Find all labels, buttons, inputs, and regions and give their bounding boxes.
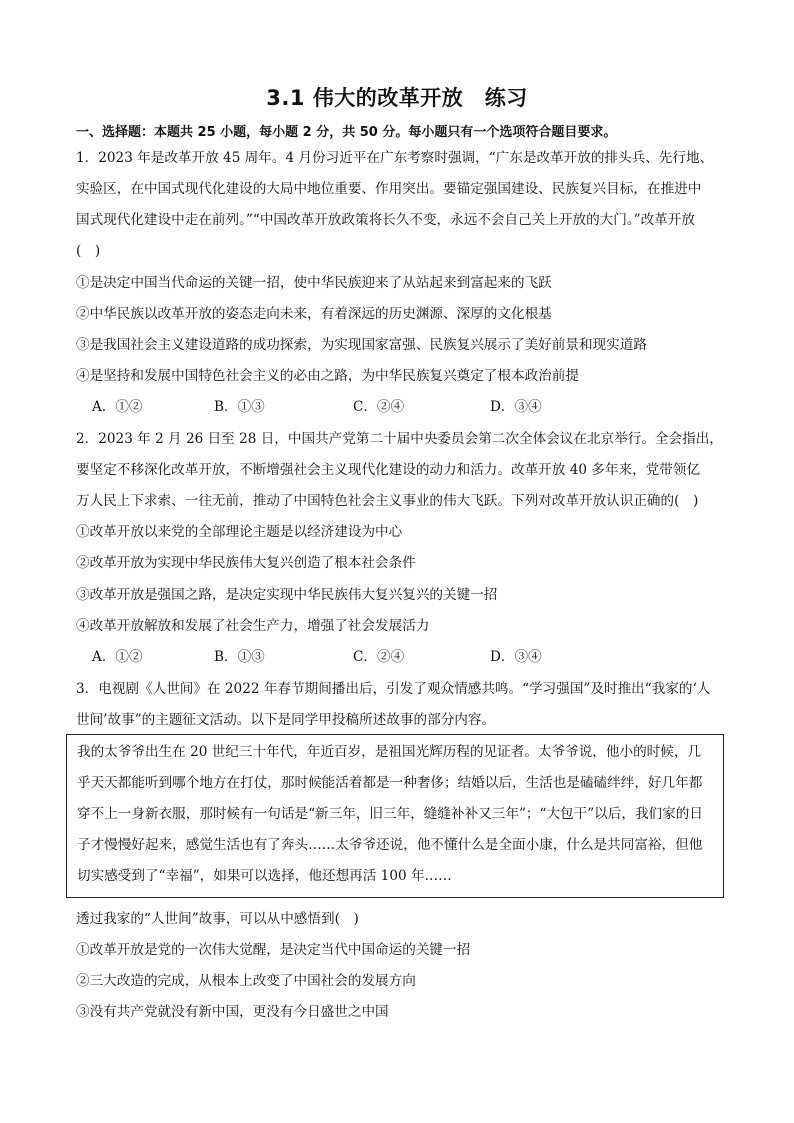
question-2-stem-line: 2．2023 年 2 月 26 日至 28 日，中国共产党第二十届中央委员会第二次全体会议在北京举行。全会指出， [76, 431, 723, 447]
question-1-answer-blank: ( ) [76, 243, 101, 259]
question-1-stem-line: 1．2023 年是改革开放 45 周年。4 月份习近平在广东考察时强调，“广东是改革开放的排头兵、先行地、 [76, 150, 714, 166]
question-3-prompt: 透过我家的“人世间”故事，可以从中感悟到( ) [76, 911, 359, 927]
question-2-stem-line: 万人民上下求索、一往无前，推动了中国特色社会主义事业的伟大飞跃。下列对改革开放认识正确的( ) [76, 493, 699, 509]
story-excerpt-line: 穿不上一身新衣服，那时候有一句话是“新三年，旧三年，缝缝补补又三年”；“大包干”以后，我们家的日 [77, 806, 703, 822]
question-2-item: ③改革开放是强国之路，是决定实现中华民族伟大复兴复兴的关键一招 [76, 587, 498, 603]
story-excerpt-line: 我的太爷爷出生在 20 世纪三十年代，年近百岁，是祖国光辉历程的见证者。太爷爷说，他小的时候，几 [77, 744, 702, 760]
question-3-stem-line: 3．电视剧《人世间》在 2022 年春节期间播出后，引发了观众情感共鸣。“学习强国”及时推出“我家的‘人 [76, 681, 711, 697]
question-1-item: ②中华民族以改革开放的姿态走向未来，有着深远的历史渊源、深厚的文化根基 [76, 306, 552, 322]
story-excerpt-line: 子才慢慢好起来，感觉生活也有了奔头……太爷爷还说，他不懂什么是全面小康，什么是共同富裕，但他 [77, 837, 703, 853]
question-2-item: ①改革开放以来党的全部理论主题是以经济建设为中心 [76, 524, 403, 540]
question-1-option-b[interactable]: B．①③ [214, 399, 265, 415]
page-title: 3.1 伟大的改革开放 练习 [266, 86, 528, 110]
question-2-item: ②改革开放为实现中华民族伟大复兴创造了根本社会条件 [76, 555, 416, 571]
story-excerpt-line: 切实感受到了“幸福”，如果可以选择，他还想再活 100 年…… [77, 868, 452, 884]
question-3-item: ③没有共产党就没有新中国，更没有今日盛世之中国 [76, 1004, 389, 1020]
section-heading: 一、选择题：本题共 25 小题，每小题 2 分，共 50 分。每小题只有一个选项符合题目要求。 [76, 125, 617, 140]
question-1-item: ④是坚持和发展中国特色社会主义的必由之路，为中华民族复兴奠定了根本政治前提 [76, 368, 579, 384]
question-1-item: ①是决定中国当代命运的关键一招，使中华民族迎来了从站起来到富起来的飞跃 [76, 275, 552, 291]
question-1-option-a[interactable]: A．①② [92, 399, 143, 415]
story-excerpt-box [66, 734, 724, 898]
question-2-option-a[interactable]: A．①② [92, 649, 143, 665]
question-2-item: ④改革开放解放和发展了社会生产力，增强了社会发展活力 [76, 618, 430, 634]
question-2-option-d[interactable]: D．③④ [490, 649, 542, 665]
question-1-option-c[interactable]: C．②④ [353, 399, 405, 415]
question-2-stem-line: 要坚定不移深化改革开放，不断增强社会主义现代化建设的动力和活力。改革开放 40 多年来，党带领亿 [76, 462, 701, 478]
question-3-item: ②三大改造的完成，从根本上改变了中国社会的发展方向 [76, 973, 416, 989]
question-1-item: ③是我国社会主义建设道路的成功探索，为实现国家富强、民族复兴展示了美好前景和现实道路 [76, 337, 647, 353]
question-3-stem-line: 世间’故事”的主题征文活动。以下是同学甲投稿所述故事的部分内容。 [76, 712, 496, 728]
question-3-item: ①改革开放是党的一次伟大觉醒，是决定当代中国命运的关键一招 [76, 942, 471, 958]
question-1-stem-line: 实验区，在中国式现代化建设的大局中地位重要、作用突出。要锚定强国建设、民族复兴目标，在推进中 [76, 181, 702, 197]
story-excerpt-line: 乎天天都能听到哪个地方在打仗，那时候能活着都是一种奢侈；结婚以后，生活也是磕磕绊绊，好几年都 [77, 775, 703, 791]
question-1-stem-line: 国式现代化建设中走在前列。”“中国改革开放政策将长久不变，永远不会自己关上开放的大门。”改革开放 [76, 212, 695, 228]
question-2-option-b[interactable]: B．①③ [214, 649, 265, 665]
question-2-option-c[interactable]: C．②④ [353, 649, 405, 665]
question-1-option-d[interactable]: D．③④ [490, 399, 542, 415]
